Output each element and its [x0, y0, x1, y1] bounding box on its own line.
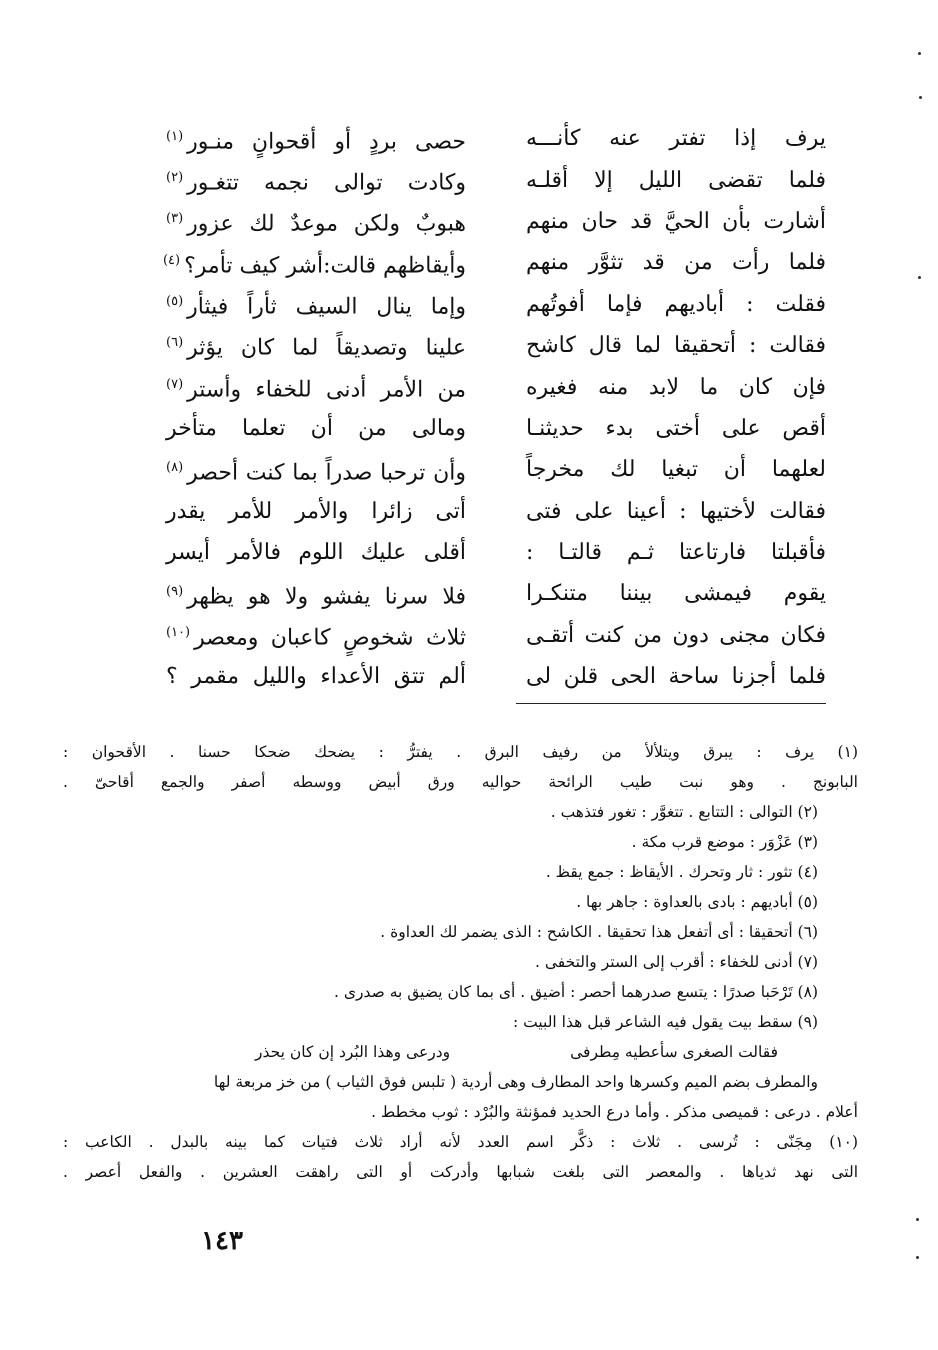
verse-row	[166, 449, 826, 490]
verse-second-text: فلا سرنا يفشو ولا هو يظهر	[187, 584, 466, 610]
verse-first-hemistich: فقلت : أباديهم فإما أفوتُهم	[526, 291, 826, 317]
verse-second-text: وكادت توالى نجمه تتغـور	[187, 170, 466, 196]
verse-second-text: علينا وتصديقاً لما كان يؤثر	[187, 335, 466, 361]
scan-speck	[916, 1256, 919, 1259]
verse-first-hemistich: يرف إذا تفتر عنه كأنـــه	[526, 126, 826, 152]
verse-first-hemistich: فإن كان ما لابد منه فغيره	[526, 374, 826, 400]
verse-second-hemistich	[166, 656, 466, 697]
footnote-line: (١) يرف : يبرق ويتلألأ من رفيف البرق . يفترُّ : يضحك ضحكا حسنا . الأقحوان :	[63, 743, 858, 761]
verse-row	[166, 615, 826, 656]
footnote-line: البابونج . وهو نبت طيب الرائحة حواليه ورق أبيض ووسطه أصفر والجمع أقاحىّ .	[63, 773, 858, 791]
footnote-line: التى نهد ثدياها . والمعصر التى بلغت شبابها وأدركت أو التى راهقت العشرين . والفعل أعصر .	[63, 1163, 858, 1181]
verse-second-hemistich	[166, 571, 466, 617]
footnote-reference: (٩)	[166, 583, 184, 599]
scan-speck	[919, 96, 922, 99]
verse-second-hemistich	[166, 532, 466, 573]
footnote-reference: (٨)	[166, 459, 184, 475]
verse-second-hemistich	[166, 281, 466, 327]
footnote-line: (٤) تثور : ثار وتحرك . الأيقاظ : جمع يقظ .	[545, 863, 818, 881]
footnote-line: (٦) أتحقيقا : أى أتفعل هذا تحقيقا . الكاشح : الذى يضمر لك العداوة .	[380, 923, 818, 941]
verse-first-hemistich: أشارت بأن الحيَّ قد حان منهم	[526, 208, 826, 234]
scan-speck	[918, 276, 921, 279]
verse-row	[166, 366, 826, 407]
footnote-reference: (١٠)	[166, 625, 191, 641]
verse-second-hemistich	[162, 240, 466, 286]
footnote-reference: (٥)	[166, 294, 184, 310]
verse-row	[166, 656, 826, 697]
scan-speck	[916, 1218, 919, 1221]
verse-second-text: وأن ترحبا صدراً بما كنت أحصر	[187, 459, 466, 485]
verse-row	[166, 532, 826, 573]
verse-second-text: حصى بردٍ أو أقحوانٍ منـور	[187, 128, 466, 154]
verse-second-text: وأيقاظهم قالت:أشر كيف تأمر؟	[184, 253, 466, 279]
footnote-line: (٧) أدنى للخفاء : أقرب إلى الستر والتخفى .	[534, 953, 818, 971]
verse-second-hemistich	[166, 447, 466, 493]
footnote-line: (٩) سقط بيت يقول فيه الشاعر قبل هذا البيت :	[512, 1013, 818, 1031]
verse-second-hemistich	[166, 408, 466, 449]
verse-row	[162, 242, 826, 283]
poem	[162, 118, 826, 697]
footnote-line: أعلام . درعى : قميصى مذكر . وأما درع الحديد فمؤنثة والبُرْد : ثوب مخطط .	[371, 1103, 858, 1121]
verse-row	[166, 201, 826, 242]
verse-second-text: أتى زائرا والأمر للأمر يقدر	[166, 498, 466, 524]
footnote-reference: (٢)	[166, 169, 184, 185]
footnote-line: (٢) التوالى : التتابع . تتغوَّر : تغور فتذهب .	[550, 803, 818, 821]
verse-row	[166, 325, 826, 366]
verse-first-hemistich: لعلهما أن تبغيا لك مخرجاً	[526, 457, 826, 483]
verse-first-hemistich: أقص على أختى بدء حديثنـا	[526, 415, 826, 441]
verse-second-hemistich	[166, 116, 466, 162]
verse-second-hemistich	[166, 322, 466, 368]
footnote-line: والمطرف بضم الميم وكسرها واحد المطارف وهى أردية ( تلبس فوق الثياب ) من خز مربعة لها	[213, 1073, 818, 1091]
verse-second-text: ومالى من أن تعلما متأخر	[166, 415, 466, 441]
verse-row	[166, 491, 826, 532]
footnote-reference: (٣)	[166, 211, 184, 227]
verse-second-hemistich	[166, 364, 466, 410]
quoted-verse-first: فقالت الصغرى سأعطيه مِطرفى	[570, 1043, 778, 1061]
page-number: ١٤٣	[201, 1226, 243, 1256]
footnote-reference: (٦)	[166, 335, 184, 351]
verse-second-text: هبوبٌ ولكن موعدٌ لك عزور	[187, 211, 466, 237]
verse-first-hemistich: فلما تقضى الليل إلا أقلـه	[526, 167, 826, 193]
footnote-line: (٥) أباديهم : بادى بالعداوة : جاهر بها .	[576, 893, 818, 911]
verse-second-hemistich	[166, 198, 466, 244]
verse-row	[166, 118, 826, 159]
footnote-line: (٨) تَرْحَبا صدرًا : يتسع صدرهما أحصر : أضيق . أى بما كان يضيق به صدرى .	[334, 983, 818, 1001]
verse-second-text: وإما ينال السيف ثأراً فيثأر	[187, 294, 466, 320]
verse-row	[166, 159, 826, 200]
verse-first-hemistich: فقالت : أتحقيقا لما قال كاشح	[526, 333, 826, 359]
verse-second-text: أقلى عليك اللوم فالأمر أيسر	[166, 540, 466, 566]
quoted-verse-second: ودرعى وهذا البُرد إن كان يحذر	[255, 1043, 451, 1061]
footnote-reference: (١)	[166, 128, 184, 144]
verse-row	[166, 284, 826, 325]
verse-second-hemistich	[166, 612, 466, 658]
scan-speck	[918, 52, 921, 55]
verse-first-hemistich: فلما أجزنا ساحة الحى قلن لى	[526, 664, 826, 690]
verse-first-hemistich: يقوم فيمشى بيننا متنكـرا	[526, 581, 826, 607]
verse-first-hemistich: فلما رأت من قد تثوَّر منهم	[526, 250, 826, 276]
verse-second-hemistich	[166, 491, 466, 532]
verse-first-hemistich: فقالت لأختيها : أعينا على فتى	[526, 498, 826, 524]
verse-second-text: ثلاث شخوصٍ كاعبان ومعصر	[194, 625, 466, 651]
verse-row	[166, 573, 826, 614]
footnote-reference: (٤)	[162, 252, 181, 268]
verse-row	[166, 408, 826, 449]
footnote-reference: (٧)	[166, 376, 184, 392]
footnote-line: (٣) عَزْوَر : موضع قرب مكة .	[631, 833, 818, 851]
quoted-verse	[63, 1037, 858, 1067]
verse-first-hemistich: فأقبلتا فارتاعتا ثـم قالتـا :	[526, 540, 826, 566]
verse-second-hemistich	[166, 157, 466, 203]
verse-second-text: ألم تتق الأعداء والليل مقمر ؟	[166, 664, 466, 690]
footnote-divider	[516, 703, 826, 704]
verse-first-hemistich: فكان مجنى دون من كنت أتقـى	[526, 622, 826, 648]
footnote-line: (١٠) مِجَنّى : تُرسى . ثلاث : ذكَّر اسم العدد لأنه أراد ثلاث فتيات كما بينه بالبدل . الكاعب :	[63, 1133, 858, 1151]
verse-second-text: من الأمر أدنى للخفاء وأستر	[187, 377, 466, 403]
footnotes	[63, 737, 858, 1187]
